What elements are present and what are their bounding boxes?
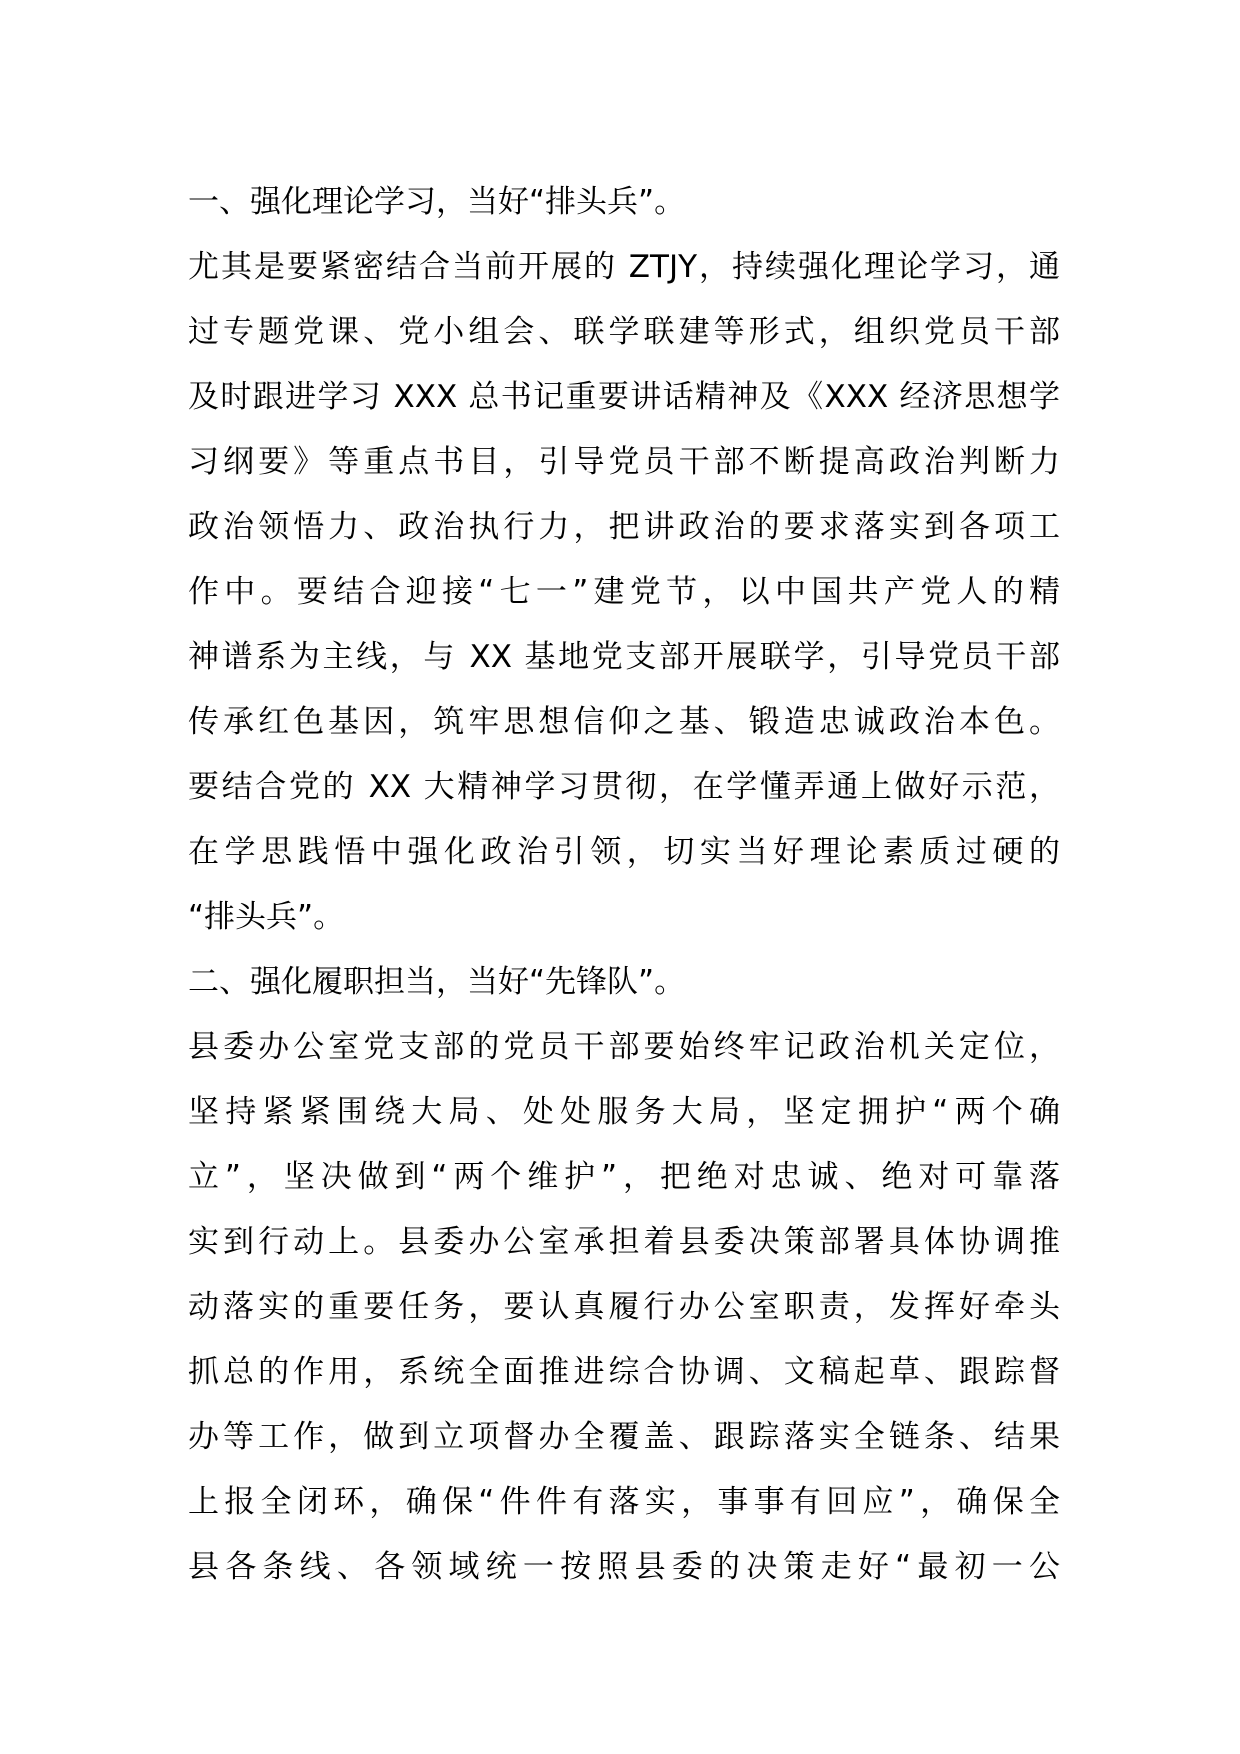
paragraph-line: 政治领悟力、政治执行力，把讲政治的要求落实到各项工 xyxy=(188,509,1060,545)
paragraph-line: 神谱系为主线，与 XX 基地党支部开展联学，引导党员干部 xyxy=(188,639,1060,675)
paragraph-line: 动落实的重要任务，要认真履行办公室职责，发挥好牵头 xyxy=(188,1289,1060,1325)
paragraph-line: 习纲要》等重点书目，引导党员干部不断提高政治判断力 xyxy=(188,444,1060,480)
paragraph-line: 办等工作，做到立项督办全覆盖、跟踪落实全链条、结果 xyxy=(188,1419,1060,1455)
section-heading-2: 二、强化履职担当，当好“先锋队”。 xyxy=(188,964,686,1000)
paragraph-line: 实到行动上。县委办公室承担着县委决策部署具体协调推 xyxy=(188,1224,1060,1260)
paragraph-line: 要结合党的 XX 大精神学习贯彻，在学懂弄通上做好示范， xyxy=(188,769,1060,805)
paragraph-line: 抓总的作用，系统全面推进综合协调、文稿起草、跟踪督 xyxy=(188,1354,1060,1390)
paragraph-line: 作中。要结合迎接“七一”建党节，以中国共产党人的精 xyxy=(188,574,1060,610)
paragraph-line: 过专题党课、党小组会、联学联建等形式，组织党员干部 xyxy=(188,314,1060,350)
paragraph-line: 在学思践悟中强化政治引领，切实当好理论素质过硬的 xyxy=(188,834,1060,870)
paragraph-line: 县委办公室党支部的党员干部要始终牢记政治机关定位， xyxy=(188,1029,1060,1065)
paragraph-line: 及时跟进学习 XXX 总书记重要讲话精神及《XXX 经济思想学 xyxy=(188,379,1060,415)
paragraph-line: “排头兵”。 xyxy=(188,899,345,935)
paragraph-line: 上报全闭环，确保“件件有落实，事事有回应”，确保全 xyxy=(188,1484,1060,1520)
paragraph-line: 县各条线、各领域统一按照县委的决策走好“最初一公 xyxy=(188,1549,1060,1585)
paragraph-line: 坚持紧紧围绕大局、处处服务大局，坚定拥护“两个确 xyxy=(188,1094,1060,1130)
paragraph-line: 传承红色基因，筑牢思想信仰之基、锻造忠诚政治本色。 xyxy=(188,704,1060,740)
section-heading-1: 一、强化理论学习，当好“排头兵”。 xyxy=(188,184,686,220)
paragraph-line: 立”，坚决做到“两个维护”，把绝对忠诚、绝对可靠落 xyxy=(188,1159,1060,1195)
paragraph-line: 尤其是要紧密结合当前开展的 ZTJY，持续强化理论学习，通 xyxy=(188,249,1060,285)
document-body xyxy=(188,170,1060,1600)
